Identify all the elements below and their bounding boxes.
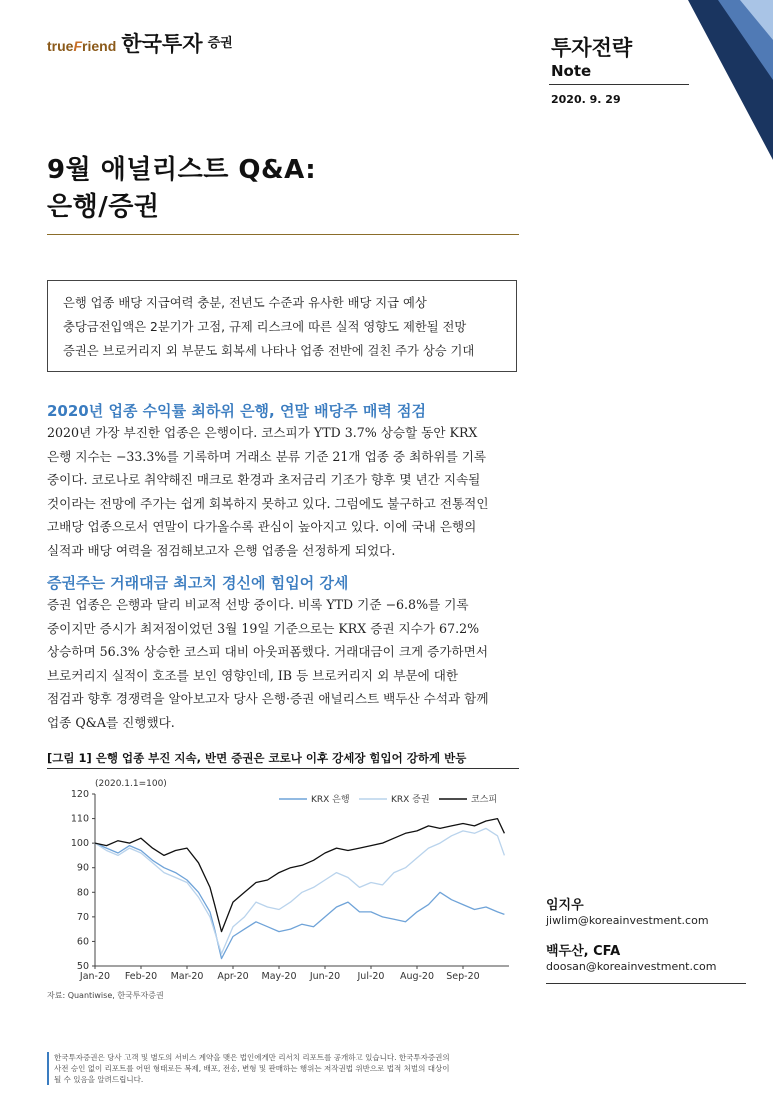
series-line bbox=[95, 819, 504, 932]
y-tick-label: 50 bbox=[76, 961, 89, 972]
x-tick-label: May-20 bbox=[261, 971, 297, 982]
body-line: 중이다. 코로나로 취약해진 매크로 환경과 초저금리 기조가 향후 몇 년간 지속될 bbox=[47, 472, 481, 488]
analyst-name: 임지우 bbox=[546, 898, 584, 913]
body-line: 중이지만 증시가 최저점이었던 3월 19일 기준으로는 KRX 증권 지수가 67.2% bbox=[47, 620, 480, 636]
x-tick-label: Aug-20 bbox=[399, 971, 435, 982]
line-chart bbox=[47, 772, 519, 984]
x-tick-label: Mar-20 bbox=[170, 971, 204, 982]
brand-friend-f: F bbox=[73, 38, 83, 54]
body-line: 은행 지수는 −33.3%를 기록하며 거래소 분류 기준 21개 업종 중 최하위를 기록 bbox=[47, 448, 487, 464]
section-heading-banks: 2020년 업종 수익률 최하위 은행, 연말 배당주 매력 점검 bbox=[47, 402, 427, 420]
body-line: 2020년 가장 부진한 업종은 은행이다. 코스피가 YTD 3.7% 상승할 동안 KRX bbox=[47, 425, 478, 440]
x-tick-label: Sep-20 bbox=[446, 971, 480, 982]
body-line: 실적과 배당 여력을 점검해보고자 은행 업종을 선정하게 되었다. bbox=[47, 542, 396, 558]
x-tick-label: Feb-20 bbox=[124, 971, 158, 982]
series-line bbox=[95, 843, 504, 959]
y-axis bbox=[71, 789, 95, 972]
body-line: 브로커리지 실적이 호조를 보인 영향인데, IB 등 브로커리지 외 부문에 대한 bbox=[47, 667, 459, 683]
y-tick-label: 70 bbox=[76, 911, 89, 923]
title-divider bbox=[47, 234, 519, 235]
x-tick-label: Jul-20 bbox=[357, 971, 385, 982]
report-date: 2020. 9. 29 bbox=[551, 93, 621, 106]
series-line bbox=[95, 828, 504, 953]
disclaimer-line: 한국투자증권은 당사 고객 및 별도의 서비스 계약을 맺은 법인에게만 리서치 리포트를 공개하고 있습니다. 한국투자증권의 bbox=[54, 1053, 450, 1062]
brand-logo bbox=[47, 28, 233, 58]
body-line: 업종 Q&A를 진행했다. bbox=[47, 714, 175, 730]
summary-point: 은행 업종 배당 지급여력 충분, 전년도 수준과 유사한 배당 지급 예상 bbox=[63, 296, 427, 310]
summary-point: 충당금전입액은 2분기가 고점, 규제 리스크에 따른 실적 영향도 제한될 전망 bbox=[63, 320, 467, 334]
analyst-email[interactable]: doosan@koreainvestment.com bbox=[546, 960, 717, 973]
x-axis bbox=[79, 966, 509, 982]
y-tick-label: 90 bbox=[76, 862, 89, 874]
report-category-sub: Note bbox=[551, 62, 592, 80]
report-category: 투자전략 bbox=[551, 36, 633, 60]
y-tick-label: 120 bbox=[70, 789, 89, 800]
summary-point: 증권은 브로커리지 외 부문도 회복세 나타나 업종 전반에 걸친 주가 상승 기대 bbox=[63, 344, 475, 358]
legend-label: KRX 증권 bbox=[391, 795, 430, 805]
x-tick-label: Jun-20 bbox=[309, 971, 341, 982]
y-tick-label: 60 bbox=[76, 936, 89, 948]
body-line: 고배당 업종으로서 연말이 다가올수록 관심이 높아지고 있다. 이에 국내 은행의 bbox=[47, 519, 477, 535]
disclaimer-line: 될 수 있음을 알려드립니다. bbox=[54, 1075, 144, 1084]
figure-title: [그림 1] 은행 업종 부진 지속, 반면 증권은 코로나 이후 강세장 힘입어 강하게 반등 bbox=[47, 751, 467, 765]
section-body-banks bbox=[47, 421, 489, 563]
summary-box bbox=[47, 280, 517, 372]
section-heading-securities: 증권주는 거래대금 최고치 경신에 힘입어 강세 bbox=[47, 574, 349, 592]
chart-series-group bbox=[95, 819, 504, 959]
x-tick-label: Jan-20 bbox=[79, 971, 111, 982]
body-line: 점검과 향후 경쟁력을 알아보고자 당사 은행·증권 애널리스트 백두산 수석과 함께 bbox=[47, 691, 489, 707]
analyst-divider bbox=[546, 983, 746, 984]
legend-label: KRX 은행 bbox=[311, 795, 350, 805]
brand-korean-name: 한국투자 bbox=[121, 32, 203, 56]
brand-friend-text: riend bbox=[82, 38, 117, 54]
chart-legend bbox=[279, 793, 497, 805]
body-line: 상승하며 56.3% 상승한 코스피 대비 아웃퍼폼했다. 거래대금이 크게 증가하면서 bbox=[47, 644, 489, 660]
disclaimer-line: 사전 승인 없이 리포트를 어떤 형태로든 복제, 배포, 전송, 변형 및 판매하는 행위는 저작권법 위반으로 법적 처벌의 대상이 bbox=[54, 1064, 450, 1073]
section-body-securities bbox=[47, 593, 489, 735]
x-tick-label: Apr-20 bbox=[217, 971, 249, 982]
body-line: 것이라는 전망에 주가는 쉽게 회복하지 못하고 있다. 그럼에도 불구하고 전통적인 bbox=[47, 495, 489, 511]
disclaimer bbox=[47, 1052, 450, 1085]
report-title-line1: 9월 애널리스트 Q&A: bbox=[47, 155, 317, 185]
brand-true-text: true bbox=[47, 38, 74, 54]
y-tick-label: 100 bbox=[70, 838, 89, 850]
analyst-email[interactable]: jiwlim@koreainvestment.com bbox=[546, 914, 709, 927]
body-line: 증권 업종은 은행과 달리 비교적 선방 중이다. 비록 YTD 기준 −6.8%를 기록 bbox=[47, 597, 469, 612]
figure-title-divider bbox=[47, 768, 519, 769]
legend-label: 코스피 bbox=[471, 795, 498, 805]
y-tick-label: 80 bbox=[76, 887, 89, 899]
report-title-line2: 은행/증권 bbox=[47, 192, 160, 222]
category-divider bbox=[549, 84, 689, 85]
chart-unit-label: (2020.1.1=100) bbox=[95, 779, 167, 789]
y-tick-label: 110 bbox=[70, 813, 89, 825]
brand-sub-text: 증권 bbox=[207, 36, 233, 51]
figure-source: 자료: Quantiwise, 한국투자증권 bbox=[47, 991, 164, 1000]
analyst-name: 백두산, CFA bbox=[546, 944, 621, 959]
